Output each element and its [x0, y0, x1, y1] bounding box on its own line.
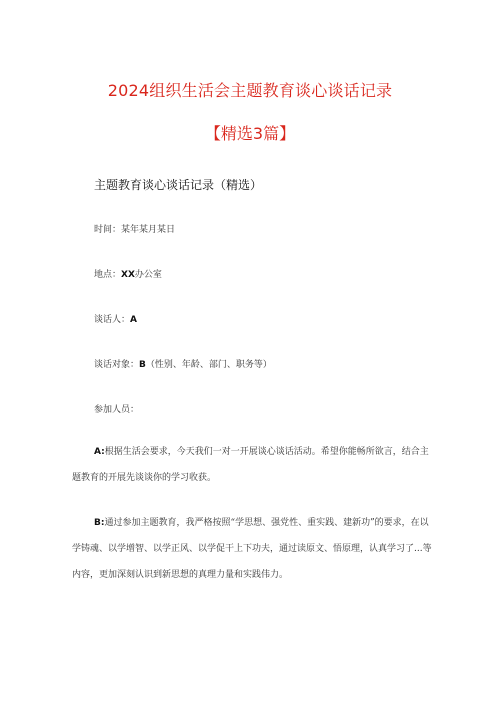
target-value-code: B	[139, 360, 146, 370]
paragraph-b	[72, 510, 432, 588]
time-label: 时间：	[94, 225, 122, 235]
place-value-code: XX	[121, 270, 135, 280]
place-label: 地点：	[94, 270, 122, 280]
paragraph-a	[72, 439, 432, 491]
paragraph-speaker: A:	[94, 447, 105, 457]
document-subtitle: 【精选3篇】	[204, 124, 296, 143]
paragraph-text: 通过参加主题教育，我严格按照“学思想、强党性、重实践、建新功”的要求，在以学铸魂、以学增智、以学正风、以学促干上下功夫，通过读原文、悟原理，认真学习了...等内容，更加深刻认识到新思想的真理力量和实践伟力。	[72, 518, 432, 580]
target-label: 谈话对象：	[94, 360, 140, 370]
time-value: 某年某月某日	[121, 225, 176, 235]
section-heading: 主题教育谈心谈话记录（精选）	[94, 178, 263, 192]
speaker-label: 谈话人：	[94, 315, 131, 325]
speaker-value: A	[130, 315, 137, 325]
participants-line	[94, 402, 139, 415]
time-line	[94, 222, 175, 235]
target-value: （性别、年龄、部门、职务等）	[145, 360, 272, 370]
speaker-line	[94, 312, 137, 325]
place-line	[94, 267, 162, 280]
document-title: 2024组织生活会主题教育谈心谈话记录	[107, 81, 393, 100]
target-line	[94, 357, 272, 370]
place-value: 办公室	[134, 270, 162, 280]
paragraph-speaker: B:	[94, 518, 105, 528]
participants-label: 参加人员：	[94, 405, 140, 415]
paragraph-text: 根据生活会要求，今天我们一对一开展谈心谈话活动。希望你能畅所欲言，结合主题教育的开展先谈谈你的学习收获。	[72, 447, 429, 483]
